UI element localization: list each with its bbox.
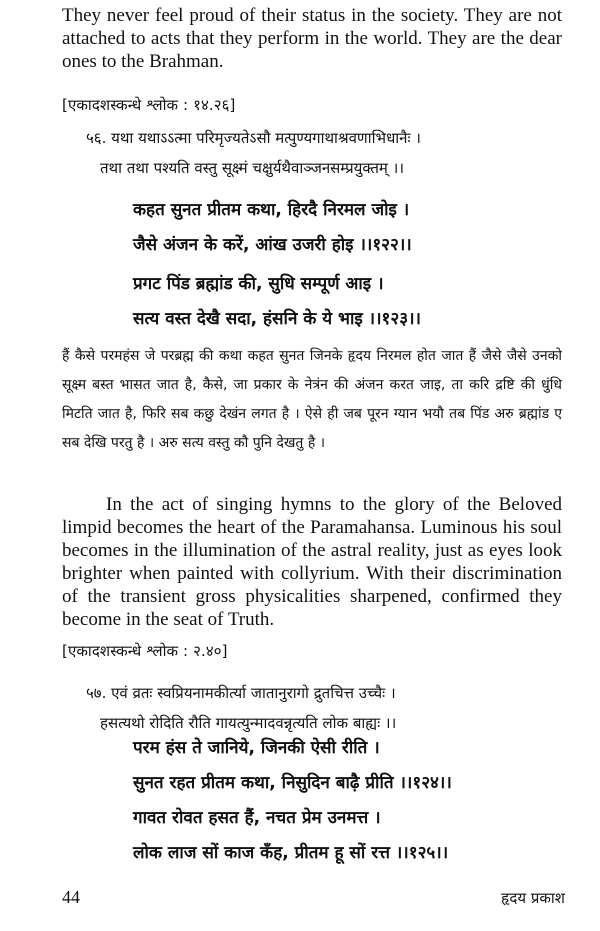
hindi-doha-123 — [133, 270, 563, 340]
verse-line: गावत रोवत हसत हैं, नचत प्रेम उनमत्त । — [133, 808, 381, 828]
verse-line: सत्य वस्त देखै सदा, हंसनि के ये भाइ ।।१२३।। — [133, 309, 421, 329]
verse-line: परम हंस ते जानिये, जिनकी ऐसी रीति । — [133, 738, 380, 758]
hindi-doha-124-125 — [133, 734, 563, 874]
sanskrit-line: ५७. एवं व्रतः स्वप्रियनामकीर्त्या जातानुरागो द्रुतचित्त उच्चैः । — [86, 684, 396, 702]
hindi-doha-122 — [133, 196, 563, 266]
verse-line: कहत सुनत प्रीतम कथा, हिरदै निरमल जोइ । — [133, 200, 410, 220]
english-translation — [62, 493, 562, 631]
translation-text: In the act of singing hymns to the glory of the Beloved limpid becomes the heart of the Paramahansa. Luminous his soul becomes in the illumination of the astral reality, just as eyes look brighter when painted with collyrium. With their discrimination of the transient gross physicalities sharpened, confirmed they become in the seat of Truth. — [62, 494, 562, 630]
sanskrit-line: हसत्यथो रोदिति रौति गायत्युन्मादवन्नृत्यति लोक बाह्यः ।। — [100, 714, 397, 732]
intro-paragraph: They never feel proud of their status in the society. They are not attached to acts that they perform in the world. They are the dear ones to the Brahman. — [62, 5, 562, 72]
shloka-reference-2: [एकादशस्कन्धे श्लोक : २.४०] — [62, 642, 228, 660]
running-footer-title: हृदय प्रकाश — [501, 889, 565, 907]
verse-line: लोक लाज सों काज कँह, प्रीतम हू सों रत्त ।।१२५।। — [133, 843, 449, 863]
verse-line: जैसे अंजन के करें, आंख उजरी होइ ।।१२२।। — [133, 235, 412, 255]
sanskrit-line: ५६. यथा यथाऽऽत्मा परिमृज्यतेऽसौ मत्पुण्यगाथाश्रवणाभिधानैः । — [86, 129, 421, 147]
sanskrit-shloka-56 — [86, 123, 566, 183]
sanskrit-line: तथा तथा पश्यति वस्तु सूक्ष्मं चक्षुर्यथैवाञ्जनसम्प्रयुक्तम् ।। — [100, 159, 405, 177]
page-number: 44 — [62, 887, 80, 907]
shloka-reference-1: [एकादशस्कन्धे श्लोक : १४.२६] — [62, 96, 236, 114]
hindi-commentary: हैं कैसे परमहंस जे परब्रह्म की कथा कहत सुनत जिनके हृदय निरमल होत जात हैं जैसे जैसे उनको सूक्ष्म बस्त भासत जात है, कैसे, जा प्रकार के नेत्रंन की अंजन करत जाइ, ता करि द्रष्टि की धुंधि मिटति जात है, फिरि सब कछु देखंन लगत है । ऐसे ही जब पूरन ग्यान भयौ तब पिंड अरु ब्रह्मांड ए सब देखि परतु है । अरु सत्य वस्तु कौ पुनि देखतु है । — [62, 348, 562, 451]
verse-line: प्रगट पिंड ब्रह्मांड की, सुधि सम्पूर्ण आइ । — [133, 274, 384, 294]
sanskrit-shloka-57 — [86, 678, 566, 738]
verse-line: सुनत रहत प्रीतम कथा, निसुदिन बाढ़ै प्रीति ।।१२४।। — [133, 773, 452, 793]
